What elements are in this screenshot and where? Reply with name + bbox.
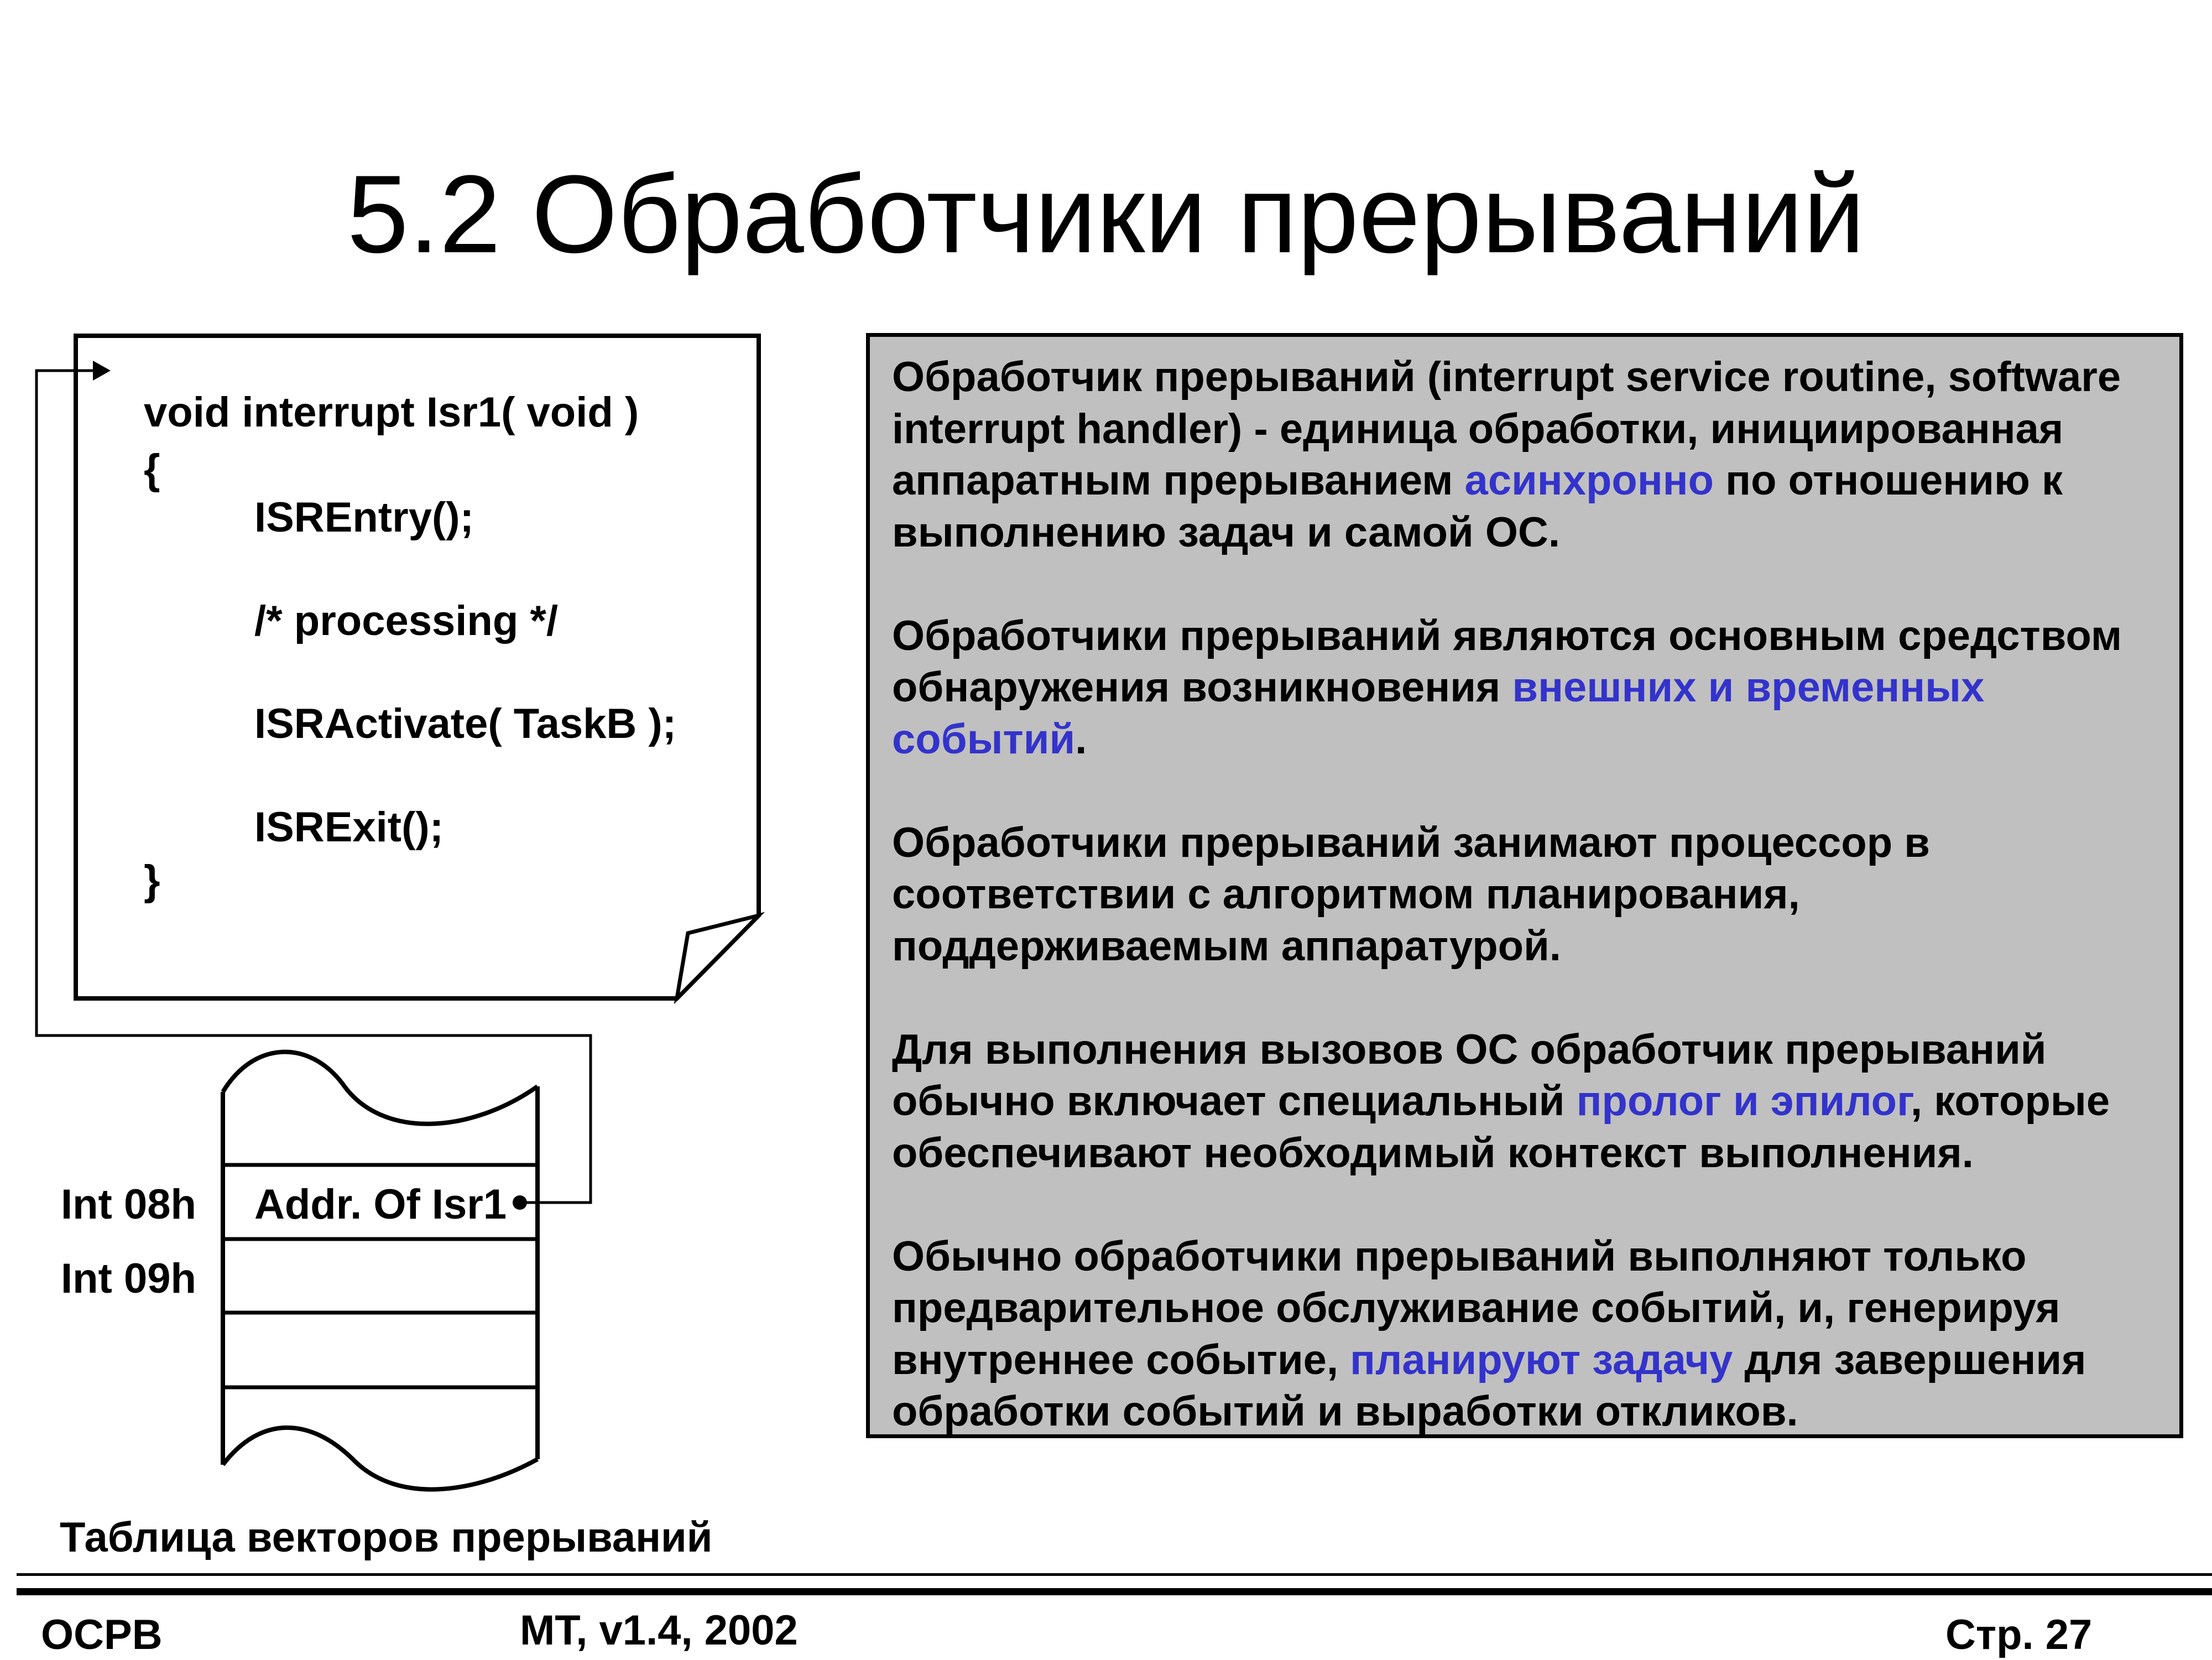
info-text: Обработчики прерываний занимают процессор в xyxy=(892,819,1930,866)
info-line xyxy=(892,507,2157,559)
info-line xyxy=(892,1386,2157,1438)
info-line xyxy=(892,920,2157,972)
info-text: обеспечивают необходимый контекст выполнения. xyxy=(892,1129,1974,1177)
info-text: обычно включает специальный xyxy=(892,1078,1577,1125)
slide-title: 5.2 Обработчики прерываний xyxy=(347,153,1865,276)
footer-page-number: Стр. 27 xyxy=(1945,1611,2093,1658)
info-line xyxy=(892,1075,2157,1127)
code-line: ISREntry(); xyxy=(254,494,474,541)
info-paragraph xyxy=(892,1231,2157,1438)
info-line xyxy=(892,1334,2157,1386)
info-line xyxy=(892,1282,2157,1334)
info-line xyxy=(892,455,2157,507)
info-text: по отношению к xyxy=(1714,457,2063,504)
code-line: ISRActivate( TaskB ); xyxy=(254,700,677,747)
info-line xyxy=(892,1127,2157,1179)
info-text: аппаратным прерыванием xyxy=(892,457,1465,504)
vector-label-int08h: Int 08h xyxy=(61,1181,196,1228)
info-line xyxy=(892,662,2157,714)
info-text: Обработчик прерываний (interrupt service routine, software xyxy=(892,353,2121,400)
info-paragraph xyxy=(892,610,2157,766)
code-line: void interrupt Isr1( void ) xyxy=(144,389,639,436)
info-text: соответствии с алгоритмом планирования, xyxy=(892,871,1800,918)
code-line: { xyxy=(144,446,160,493)
info-text: Для выполнения вызовов ОС обработчик прерываний xyxy=(892,1026,2047,1073)
vector-label-int09h: Int 09h xyxy=(61,1255,196,1302)
vector-pointer-dot xyxy=(513,1195,527,1210)
info-text: поддерживаемым аппаратурой. xyxy=(892,922,1561,970)
info-line xyxy=(892,817,2157,869)
info-line xyxy=(892,351,2157,403)
info-text: . xyxy=(1075,715,1087,763)
info-line xyxy=(892,1024,2157,1076)
info-text: предварительное обслуживание событий, и, генерируя xyxy=(892,1284,2060,1331)
vector-entry-isr1: Addr. Of Isr1 xyxy=(254,1181,507,1228)
code-line: /* processing */ xyxy=(254,597,559,644)
table-wavy-top xyxy=(223,1052,538,1124)
info-highlight: внешних и временных xyxy=(1512,664,1985,711)
code-line: } xyxy=(144,857,160,904)
info-text: внутреннее событие, xyxy=(892,1336,1350,1383)
info-text: для завершения xyxy=(1733,1336,2086,1383)
info-paragraph xyxy=(892,817,2157,972)
info-text: обработки событий и выработки откликов. xyxy=(892,1388,1798,1435)
info-box xyxy=(866,333,2183,1438)
info-text: Обычно обработчики прерываний выполняют только xyxy=(892,1232,2027,1280)
info-text: обнаружения возникновения xyxy=(892,664,1512,711)
info-paragraph xyxy=(892,1024,2157,1179)
vector-table-caption: Таблица векторов прерываний xyxy=(60,1514,713,1561)
code-line: ISRExit(); xyxy=(254,804,444,851)
footer-version: MT, v1.4, 2002 xyxy=(520,1607,798,1654)
info-highlight: асинхронно xyxy=(1464,457,1714,504)
footer-course: OCPB xyxy=(41,1611,163,1658)
info-highlight: планируют задачу xyxy=(1350,1336,1733,1383)
info-line xyxy=(892,403,2157,455)
footer-rule-thin xyxy=(17,1573,2212,1576)
footer-rule-thick xyxy=(17,1588,2212,1595)
info-line xyxy=(892,714,2157,766)
info-line xyxy=(892,610,2157,662)
info-text: , которые xyxy=(1911,1078,2110,1125)
info-line xyxy=(892,868,2157,920)
info-text: Обработчики прерываний являются основным средством xyxy=(892,612,2122,659)
table-wavy-bottom xyxy=(223,1428,538,1490)
info-text: выполнению задач и самой ОС. xyxy=(892,508,1560,556)
info-highlight: событий xyxy=(892,715,1076,763)
info-paragraph xyxy=(892,351,2157,558)
info-highlight: пролог и эпилог xyxy=(1576,1078,1911,1125)
info-line xyxy=(892,1231,2157,1283)
info-text: interrupt handler) - единица обработки, инициированная xyxy=(892,405,2064,452)
